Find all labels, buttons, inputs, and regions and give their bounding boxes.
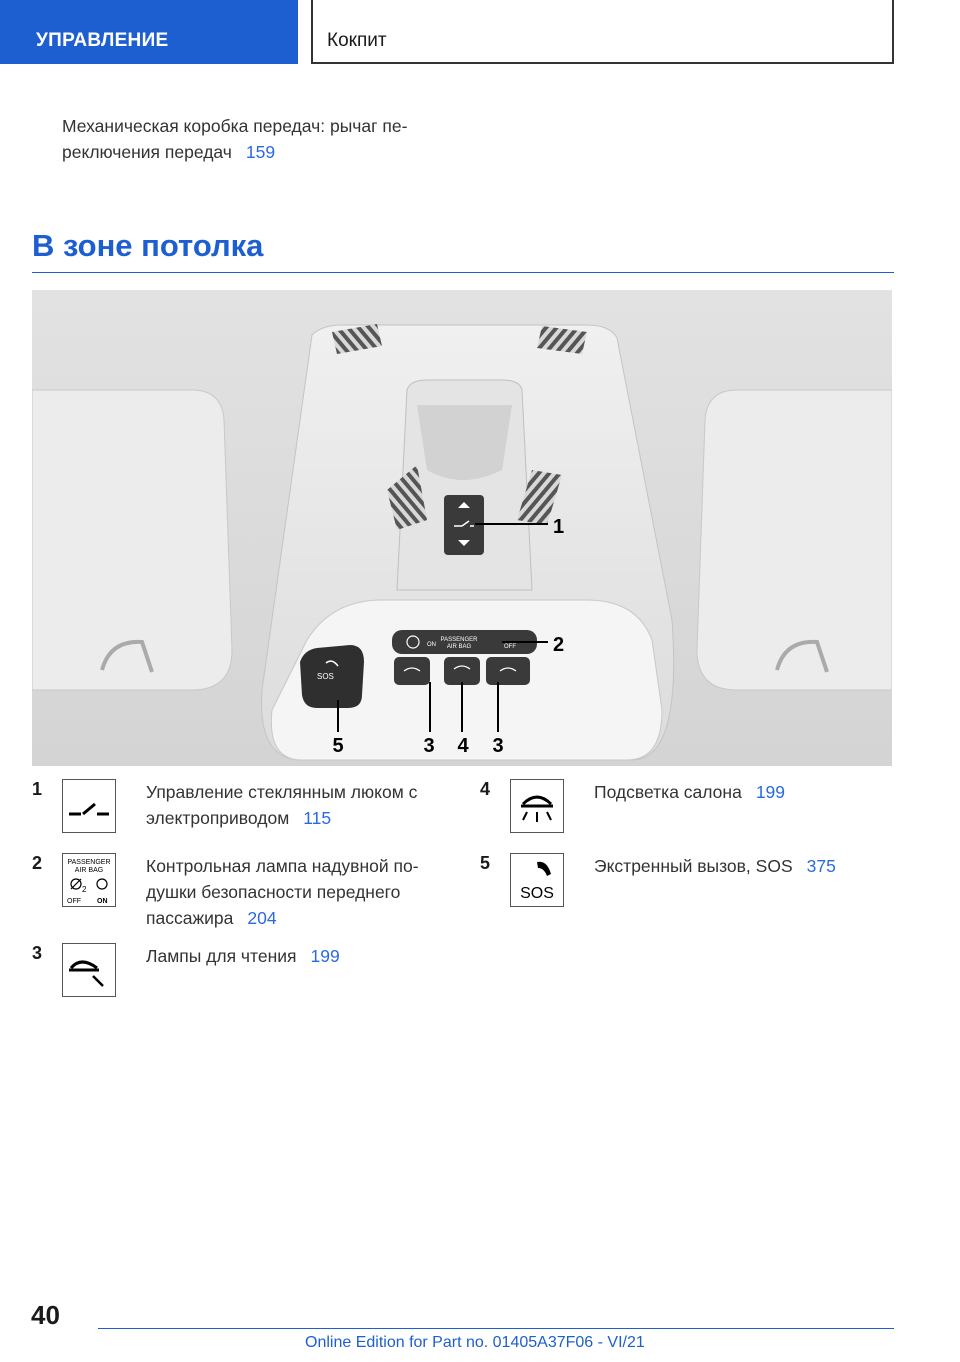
reading-lamp-icon [62, 943, 116, 997]
legend-item-1 [32, 779, 462, 839]
legend-desc: Экстренный вызов, SOS [594, 856, 793, 876]
icon-text: AIR BAG [74, 867, 104, 874]
legend-number: 4 [480, 779, 491, 799]
icon-text: SOS [520, 885, 554, 902]
callout-3-right: 3 [492, 735, 504, 757]
legend-desc: Подсветка салона [594, 782, 742, 802]
legend-number: 5 [480, 853, 491, 873]
page-ref-link[interactable]: 199 [755, 782, 786, 802]
page-ref-link[interactable]: 375 [806, 856, 836, 876]
callout-4: 4 [457, 735, 469, 757]
legend-desc: Управление стеклянным люком с электроприводом [146, 782, 418, 828]
legend-text [146, 853, 446, 931]
chapter-label: Кокпит [327, 30, 387, 51]
intro-text: Механическая коробка передач: рычаг пе-реключения передач [62, 116, 408, 162]
legend-text [594, 779, 894, 805]
legend-text [594, 853, 894, 879]
legend-desc: Лампы для чтения [146, 946, 297, 966]
callout-3-left: 3 [423, 735, 435, 757]
page-ref-link[interactable]: 159 [245, 142, 276, 162]
interior-light-icon [510, 779, 564, 833]
sos-icon [510, 853, 564, 907]
page-ref-link[interactable]: 199 [310, 946, 340, 966]
icon-text: OFF [67, 898, 81, 905]
page-ref-link[interactable]: 115 [303, 808, 332, 828]
sos-button-text: SOS [317, 672, 334, 681]
callout-5: 5 [332, 735, 344, 757]
section-tab [0, 0, 298, 64]
page-number: 40 [31, 1300, 60, 1330]
section-label: УПРАВЛЕНИЕ [36, 30, 169, 51]
airbag-label-text: AIR BAG [446, 644, 472, 650]
passenger-airbag-icon [62, 853, 116, 907]
legend-number: 1 [32, 779, 43, 799]
legend-desc: Контрольная лампа надувной по-душки безопасности переднего пассажира [146, 856, 419, 928]
callout-2: 2 [553, 634, 565, 656]
icon-text: PASSENGER [67, 859, 111, 866]
footer-edition: Online Edition for Part no. 01405A37F06 - VI/21 [305, 1334, 645, 1351]
callout-1: 1 [553, 516, 565, 538]
legend-text [146, 943, 446, 969]
airbag-on-text: ON [427, 642, 436, 648]
section-heading: В зоне потолка [32, 228, 264, 263]
airbag-off-text: OFF [504, 644, 516, 650]
legend-item-4 [480, 779, 910, 839]
legend-text [146, 779, 446, 831]
page-ref-link[interactable]: 204 [247, 908, 277, 928]
chapter-box [311, 0, 894, 64]
ceiling-console-photo [32, 290, 892, 766]
legend-item-3 [32, 943, 462, 1003]
icon-text: 2 [82, 885, 87, 894]
footer-rule [98, 1328, 894, 1329]
legend-item-2 [32, 853, 462, 933]
heading-rule [32, 272, 894, 273]
icon-text: ON [97, 898, 108, 905]
sunroof-icon [62, 779, 116, 833]
intro-paragraph [62, 113, 452, 165]
legend-number: 2 [32, 853, 43, 873]
legend-item-5 [480, 853, 910, 913]
airbag-passenger-text: PASSENGER [440, 637, 478, 643]
legend-number: 3 [32, 943, 43, 963]
